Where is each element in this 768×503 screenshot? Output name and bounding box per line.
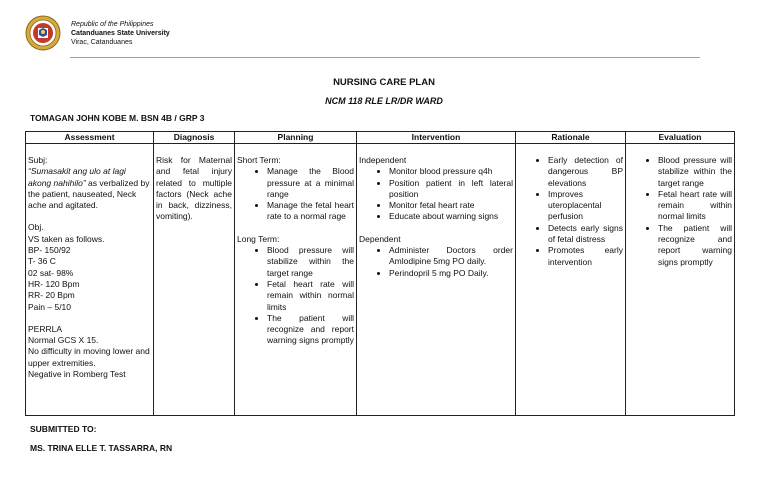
page-subtitle: NCM 118 RLE LR/DR WARD xyxy=(325,96,443,106)
patient-quote: “Sumasakit ang ulo at lagi akong nahihilo” xyxy=(28,166,126,188)
vs-line: BP- 150/92 xyxy=(28,245,71,256)
submitted-to-label: SUBMITTED TO: xyxy=(30,424,97,434)
obj-label: Obj. xyxy=(28,222,44,233)
finding-line: Normal GCS X 15. xyxy=(28,335,99,346)
dependent-label: Dependent xyxy=(359,233,401,244)
instructor-name: MS. TRINA ELLE T. TASSARRA, RN xyxy=(30,443,173,453)
list-item: • Blood pressure will stabilize within the target range xyxy=(658,155,732,189)
republic-text: Republic of the Philippines xyxy=(71,21,154,28)
table-header-row xyxy=(26,132,735,144)
list-item: • Fetal heart rate will remain within normal limits xyxy=(267,279,354,313)
finding-line: No difficulty in moving lower and upper extremities. xyxy=(28,346,150,368)
care-plan-table xyxy=(25,131,735,416)
university-header xyxy=(71,20,170,47)
vs-line: HR- 120 Bpm xyxy=(28,278,80,289)
intervention-cell xyxy=(357,144,516,416)
subjective-text xyxy=(28,166,151,211)
col-diagnosis-header: Diagnosis xyxy=(154,132,235,144)
rationale-cell xyxy=(516,144,626,416)
list-item: • Fetal heart rate will remain within normal limits xyxy=(658,189,732,223)
list-item: • Early detection of dangerous BP elevations xyxy=(548,155,623,189)
header-divider xyxy=(70,57,700,58)
evaluation-cell xyxy=(626,144,735,416)
university-name: Catanduanes State University xyxy=(71,30,170,37)
col-assessment-header: Assessment xyxy=(26,132,154,144)
finding-line: Negative in Romberg Test xyxy=(28,369,126,380)
diagnosis-cell xyxy=(154,144,235,416)
long-term-label: Long Term: xyxy=(237,233,280,244)
finding-line: PERRLA xyxy=(28,323,63,334)
list-item: • Improves uteroplacental perfusion xyxy=(548,189,623,223)
diagnosis-text: Risk for Maternal and fetal injury related to multiple factors (Neck ache in back, dizziness, vomiting). xyxy=(156,155,232,222)
list-item: • Manage the Blood pressure at a minimal range xyxy=(267,166,354,200)
page-title: NURSING CARE PLAN xyxy=(333,77,435,88)
col-intervention-header: Intervention xyxy=(357,132,516,144)
table-row xyxy=(26,144,735,416)
university-location: Virac, Catanduanes xyxy=(71,39,133,46)
list-item: • Monitor fetal heart rate xyxy=(389,200,513,211)
list-item: • Administer Doctors order Amlodipine 5mg PO daily. xyxy=(389,245,513,268)
vs-line: T- 36 C xyxy=(28,256,56,267)
subj-label: Subj: xyxy=(28,155,48,165)
list-item: • Blood pressure will stabilize within the target range xyxy=(267,245,354,279)
list-item: • Promotes early intervention xyxy=(548,245,623,268)
short-term-label: Short Term: xyxy=(237,155,281,165)
list-item: • Perindopril 5 mg PO Daily. xyxy=(389,268,513,279)
student-info: TOMAGAN JOHN KOBE M. BSN 4B / GRP 3 xyxy=(30,113,205,123)
col-evaluation-header: Evaluation xyxy=(626,132,735,144)
list-item: • The patient will recognize and report warning signs promptly xyxy=(658,223,732,268)
list-item: • Educate about warning signs xyxy=(389,211,513,222)
vs-line: RR- 20 Bpm xyxy=(28,290,75,301)
col-planning-header: Planning xyxy=(235,132,357,144)
vs-line: Pain – 5/10 xyxy=(28,301,72,312)
list-item: • Monitor blood pressure q4h xyxy=(389,166,513,177)
planning-cell xyxy=(235,144,357,416)
independent-label: Independent xyxy=(359,155,407,165)
vs-line: 02 sat- 98% xyxy=(28,267,74,278)
university-seal-logo xyxy=(25,15,61,51)
list-item: • Position patient in left lateral position xyxy=(389,178,513,201)
list-item: • Manage the fetal heart rate to a normal rage xyxy=(267,200,354,223)
list-item: • The patient will recognize and report warning signs promptly xyxy=(267,313,354,347)
list-item: • Detects early signs of fetal distress xyxy=(548,223,623,246)
col-rationale-header: Rationale xyxy=(516,132,626,144)
assessment-cell xyxy=(26,144,154,416)
vs-line: VS taken as follows. xyxy=(28,233,105,244)
subjective-rest: as verbalized by the patient, nauseated, Neck ache and agitated. xyxy=(28,177,150,211)
